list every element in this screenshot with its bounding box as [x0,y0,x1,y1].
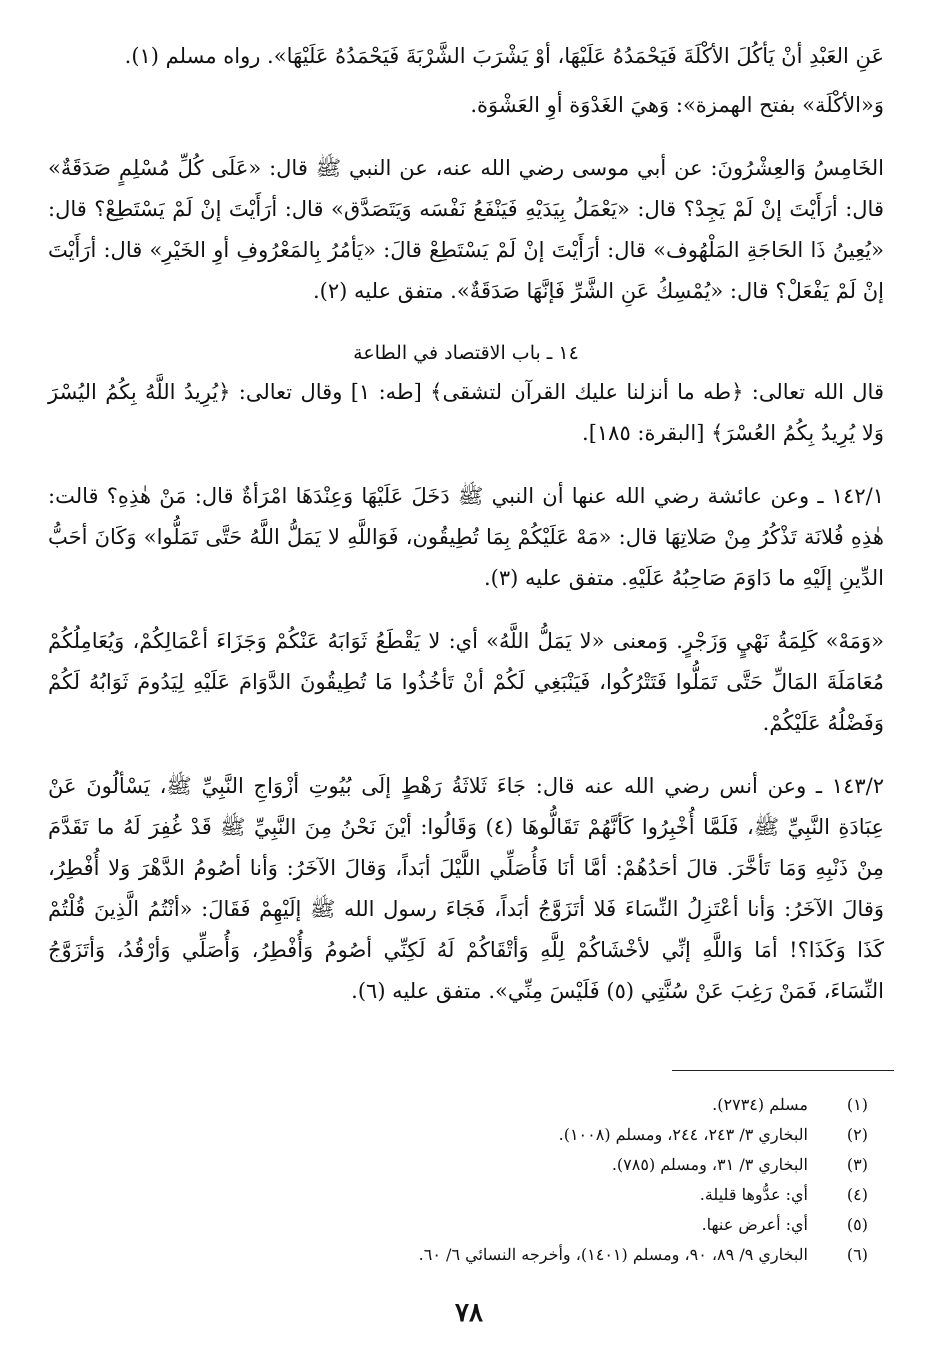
footnote-text: مسلم (٢٧٣٤). [712,1094,808,1114]
footnote-item [370,1119,868,1149]
footnote-item [370,1239,868,1269]
page-body [48,36,884,1012]
footnote-text: أي: عدُّوها قليلة. [699,1184,808,1204]
paragraph-explanation: «وَمَهْ» كَلِمَةُ نَهْيٍ وَزَجْرٍ. وَمعنى «لا يَمَلُّ اللَّهُ» أي: لا يَقْطَعُ ثَوَابَهُ عَنْكُمْ وَجَزَاءَ أعْمَالِكُمْ، وَيُعَامِلُكُمْ مُعَامَلَةَ المَالِّ حَتَّى تَمَلُّوا فَتَتْرُكُوا، فَيَنْبَغِي لَكُمْ أنْ تَأخُذُوا مَا تُطِيقُونَ الدَّوَامَ عَلَيْهِ لِيَدُومَ ثَوَابُهُ لَكُمْ وَفَضْلُهُ عَلَيْكُمْ. [48,629,884,735]
paragraph-hadith-25: الخَامِسُ وَالعِشْرُونَ: عن أبي موسى رضي الله عنه، عن النبي ﷺ قال: «عَلَى كُلِّ مُسْلِمٍ صَدَقَةٌ» قال: أرَأَيْتَ إنْ لَمْ يَجِدْ؟ قال: «يَعْمَلُ بِيَدَيْهِ فَيَنْفَعُ نَفْسَه وَيَتَصَدَّق» قال: أرَأَيْتَ إنْ لَمْ يَسْتَطِعْ؟ قال: «يُعِينُ ذَا الحَاجَةِ المَلْهُوف» قال: أرَأَيْتَ إنْ لَمْ يَسْتَطِعْ قالَ: «يَأمُرُ بِالمَعْرُوفِ أوِ الخَيْرِ» قال: أرَأَيْتَ إنْ لَمْ يَفْعَلْ؟ قال: «يُمْسِكُ عَنِ الشَّرِّ فَإنَّهَا صَدَقَةٌ». متفق عليه (٢). [48,156,884,303]
paragraph-hadith-142: ١٤٢/١ ـ وعن عائشة رضي الله عنها أن النبي ﷺ دَخَلَ عَلَيْهَا وَعِنْدَهَا امْرَأةٌ قال: مَنْ هٰذِهِ؟ قالت: هٰذِهِ فُلانَة تَذْكُرُ مِنْ صَلاتِهَا قال: «مَهْ عَلَيْكُمْ بِمَا تُطِيقُون، فَوَاللَّهِ لا يَمَلُّ اللَّهُ حَتَّى تَمَلُّوا» وَكَانَ أحَبُّ الدِّينِ إلَيْهِ ما دَاوَمَ صَاحِبُهُ عَلَيْهِ. متفق عليه (٣). [48,484,885,590]
footnote-item [370,1209,868,1239]
footnote-divider [672,1070,894,1071]
footnote-text: البخاري ٣/ ٣١، ومسلم (٧٨٥). [611,1154,808,1174]
footnote-number: (٥) [846,1214,868,1234]
page-number: ٧٨ [455,1298,483,1328]
footnote-number: (١) [846,1094,868,1114]
footnote-number: (٢) [846,1124,868,1144]
footnote-text: البخاري ٣/ ٢٤٣، ٢٤٤، ومسلم (١٠٠٨). [558,1124,808,1144]
footnote-item [370,1149,868,1179]
footnotes [370,1089,868,1269]
chapter-heading: ١٤ ـ باب الاقتصاد في الطاعة [353,342,579,364]
paragraph-meal-hadith-end: عَنِ العَبْدِ أنْ يَأكُلَ الأكْلَةَ فَيَحْمَدُهُ عَلَيْهَا، أوْ يَشْرَبَ الشَّرْبَةَ فَيَحْمَدُهُ عَلَيْهَا». رواه مسلم (١). [124,44,884,68]
footnote-item [370,1089,868,1119]
paragraph-vocabulary-note: وَ«الأكْلَة» بفتح الهمزة»: وَهيَ الغَدْوَة أوِ العَشْوَة. [470,93,884,117]
footnote-text: البخاري ٩/ ٨٩، ٩٠، ومسلم (١٤٠١)، وأخرجه النسائي ٦/ ٦٠. [418,1244,808,1264]
footnote-item [370,1179,868,1209]
footnote-text: أي: أعرض عنها. [701,1214,808,1234]
paragraph-quran-verses: قال الله تعالى: ﴿طه ما أنزلنا عليك القرآن لتشقى﴾ [طه: ١] وقال تعالى: ﴿يُرِيدُ اللَّهُ بِكُمُ اليُسْرَ وَلا يُرِيدُ بِكُمُ العُسْرَ﴾ [البقرة: ١٨٥]. [48,380,884,445]
footnote-number: (٤) [846,1184,868,1204]
paragraph-hadith-143: ١٤٣/٢ ـ وعن أنس رضي الله عنه قال: جَاءَ ثَلاثَةُ رَهْطٍ إلَى بُيُوتِ أزْوَاجِ النَّبِيِّ ﷺ، يَسْألُونَ عَنْ عِبَادَةِ النَّبِيِّ ﷺ، فَلَمَّا أُخْبِرُوا كَأنَّهُمْ تَقَالُّوهَا (٤) وَقَالُوا: أيْنَ نَحْنُ مِنَ النَّبِيِّ ﷺ قَدْ غُفِرَ لَهُ ما تَقَدَّمَ مِنْ ذَنْبِهِ وَمَا تَأخَّرَ. قالَ أحَدُهُمْ: أمَّا أنَا فَأُصَلِّي اللَّيْلَ أبَداً، وَقالَ الآخَرُ: وَأنا أصُومُ الدَّهْرَ وَلا أُفْطِرُ، وَقالَ الآخَرُ: وَأنا أعْتَزِلُ النِّسَاءَ فَلا أتَزَوَّجُ أبَداً، فَجَاءَ رسول الله ﷺ إلَيْهِمْ فَقَالَ: «أنْتُمُ الَّذِينَ قُلْتُمْ كَذَا وَكَذَا؟! أمَا وَاللَّهِ إنِّي لأخْشَاكُمْ لِلَّهِ وَأتْقَاكُمْ لَهُ لَكِنِّي أصُومُ وَأُفْطِرُ، وَأُصَلِّي وَأرْقُدُ، وَأتَزَوَّجُ النِّسَاءَ، فَمَنْ رَغِبَ عَنْ سُنَّتِي (٥) فَلَيْسَ مِنِّي». متفق عليه (٦). [48,774,884,1003]
footnote-number: (٣) [846,1154,868,1174]
footnote-number: (٦) [846,1244,868,1264]
